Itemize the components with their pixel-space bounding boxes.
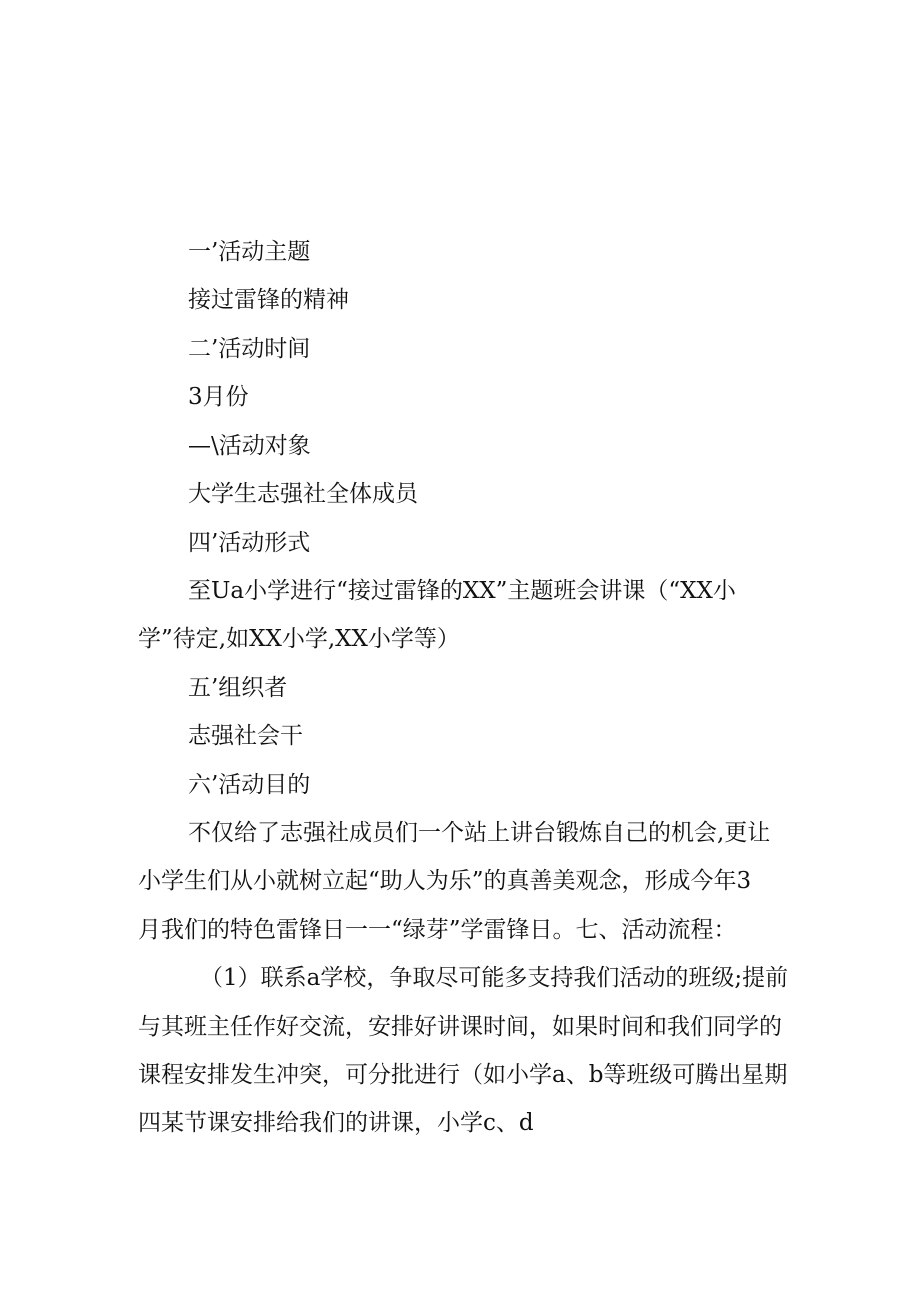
text-activity-form-line-2: 学”待定,如XX小学,XX小学等） [138,626,460,652]
text-activity-time: 3月份 [188,384,249,410]
text-purpose-line-1: 不仅给了志强社成员们一个站上讲台锻炼自己的机会,更让 [188,820,771,846]
text-organizer: 志强社会干 [188,723,303,749]
text-purpose-line-3: 月我们的特色雷锋日一一“绿芽”学雷锋日。七、活动流程： [138,917,737,943]
text-process-line-1: （1）联系a学校，争取尽可能多支持我们活动的班级;提前 [200,965,789,991]
heading-activity-theme: 一’活动主题 [188,239,311,265]
text-activity-target: 大学生志强社全体成员 [188,481,418,507]
text-purpose-line-2: 小学生们从小就树立起“助人为乐”的真善美观念，形成今年3 [138,868,752,894]
text-process-line-2: 与其班主任作好交流，安排好讲课时间，如果时间和我们同学的 [138,1014,782,1040]
text-process-line-3: 课程安排发生冲突，可分批进行（如小学a、b等班级可腾出星期 [138,1062,788,1088]
text-activity-form-line-1: 至Ua小学进行“接过雷锋的XX”主题班会讲课（“XX小 [188,578,736,604]
text-process-line-4: 四某节课安排给我们的讲课，小学c、d [138,1110,534,1136]
heading-organizer: 五’组织者 [188,675,288,701]
heading-activity-target: —\活动对象 [188,433,311,459]
heading-activity-form: 四’活动形式 [188,530,311,556]
heading-activity-time: 二’活动时间 [188,336,311,362]
text-activity-theme: 接过雷锋的精神 [188,287,349,313]
heading-activity-purpose: 六’活动目的 [188,772,311,798]
